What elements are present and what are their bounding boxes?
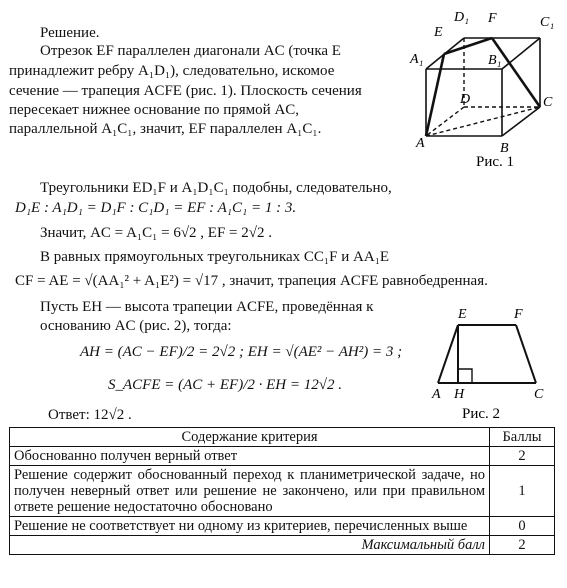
para1-line2: принадлежит ребру A₁D₁), следовательно, искомое [9,63,335,79]
answer: Ответ: 12√2 . [48,407,132,423]
label-a1: A₁ [410,52,424,67]
figure-2-caption: Рис. 2 [462,406,501,422]
criteria-score: 0 [490,517,555,536]
label-a: A [432,387,441,402]
criteria-score: 2 [490,447,555,466]
table-row [10,447,555,466]
criteria-score: 1 [490,466,555,517]
label-d1: D₁ [454,10,469,25]
para1-line1: Отрезок EF параллелен диагонали AC (точка E [40,43,341,59]
para4-line1: В равных прямоугольных треугольниках CC₁F и AA₁E [40,249,390,265]
label-b1: B₁ [488,53,502,68]
table-footer-row [10,536,555,555]
para4-line2: CF = AE = √(AA₁² + A₁E²) = √17 , значит, трапеция ACFE равнобедренная. [15,273,488,289]
criteria-text: Решение не соответствует ни одному из критериев, перечисленных выше [10,517,490,536]
cube-diagram [408,6,564,176]
max-score-value: 2 [490,536,555,555]
formula-ah-eh: AH = (AC − EF)/2 = 2√2 ; EH = √(AE² − AH²) = 3 ; [80,344,403,360]
label-a: A [416,136,425,151]
header-criteria: Содержание критерия [10,428,490,447]
figure-2-trapezoid [428,304,558,424]
para1-line4: пересекает нижнее основание по прямой AC, [9,102,300,118]
label-b: B [500,141,509,156]
figure-1-cube [408,6,564,176]
para2-line2: D₁E : A₁D₁ = D₁F : C₁D₁ = EF : A₁C₁ = 1 : 3. [15,200,297,216]
table-row [10,517,555,536]
label-f: F [514,307,523,322]
formula-area: S_ACFE = (AC + EF)/2 · EH = 12√2 . [108,377,342,393]
label-c: C [534,387,544,402]
trapezoid-diagram [428,304,558,424]
label-h: H [454,387,465,402]
table-row [10,466,555,517]
figure-1-caption: Рис. 1 [476,154,515,170]
para3: Значит, AC = A₁C₁ = 6√2 , EF = 2√2 . [40,225,273,241]
para1-line5: параллельной A₁C₁, значит, EF параллелен A₁C₁. [9,121,322,137]
label-e: E [458,307,467,322]
criteria-text: Решение содержит обоснованный переход к планиметрической задаче, но получен неверный ответ или решение не закончено, или при правильном ответе решение недостаточно обосновано [10,466,490,517]
para2-line1: Треугольники ED₁F и A₁D₁C₁ подобны, следовательно, [40,180,392,196]
para5-line1: Пусть EH — высота трапеции ACFE, проведённая к [40,299,374,315]
max-score-label: Максимальный балл [10,536,490,555]
label-e: E [434,25,443,40]
label-c: C [543,95,553,110]
criteria-text: Обоснованно получен верный ответ [10,447,490,466]
solution-heading: Решение. [40,25,100,41]
table-header-row [10,428,555,447]
label-f: F [488,11,497,26]
header-score: Баллы [490,428,555,447]
para1-line3: сечение — трапеция ACFE (рис. 1). Плоскость сечения [9,83,362,99]
criteria-table [9,427,555,555]
label-d: D [460,92,471,107]
label-c1: C₁ [540,15,555,30]
para5-line2: основанию AC (рис. 2), тогда: [40,318,232,334]
